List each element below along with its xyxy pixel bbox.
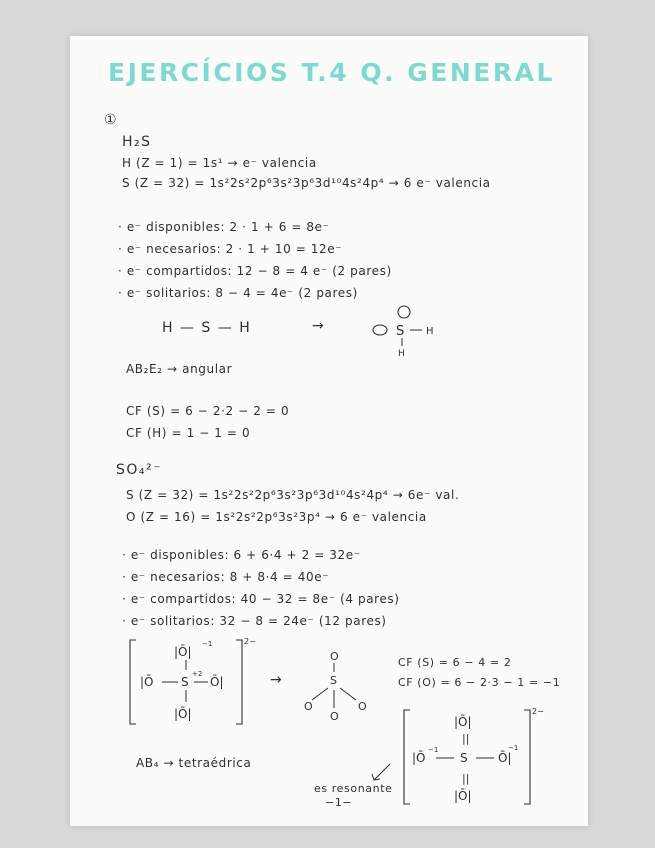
res-o-right-charge: −1 bbox=[508, 744, 519, 752]
h2s-angular-structure bbox=[366, 300, 456, 360]
h2s-right-s: S bbox=[396, 324, 405, 339]
res-charge: 2− bbox=[532, 707, 544, 716]
h2s-necesarios: · e⁻ necesarios: 2 · 1 + 10 = 12e⁻ bbox=[118, 242, 343, 256]
res-s: S bbox=[460, 751, 468, 765]
skeleton-o-top: O bbox=[330, 650, 339, 663]
resonance-note: es resonante bbox=[314, 782, 393, 795]
h2s-formula: H₂S bbox=[122, 134, 152, 150]
res-o-bottom: |Ō| bbox=[454, 789, 472, 803]
res-o-left-charge: −1 bbox=[428, 746, 439, 754]
so4-tetrahedral-skeleton bbox=[296, 648, 376, 724]
so4-solitarios: · e⁻ solitarios: 32 − 8 = 24e⁻ (12 pares) bbox=[122, 614, 387, 628]
so4-o-left: |Ō bbox=[140, 675, 154, 689]
res-o-left: |Ō bbox=[412, 751, 426, 765]
so4-o-top-charge: −1 bbox=[202, 640, 213, 648]
so4-arrow: → bbox=[270, 672, 284, 688]
so4-o-bottom: |Ō| bbox=[174, 707, 192, 721]
h2s-arrow: → bbox=[312, 318, 326, 334]
page-title: EJERCÍCIOS T.4 Q. GENERAL bbox=[108, 58, 555, 87]
so4-formula: SO₄²⁻ bbox=[116, 462, 163, 478]
h2s-h-config: H (Z = 1) = 1s¹ → e⁻ valencia bbox=[122, 156, 317, 170]
so4-o-top: |Ō| bbox=[174, 645, 192, 659]
lone-pair-left bbox=[373, 325, 387, 335]
exercise-number: ① bbox=[104, 112, 118, 128]
h2s-cf-s: CF (S) = 6 − 2·2 − 2 = 0 bbox=[126, 404, 290, 418]
h2s-cf-h: CF (H) = 1 − 1 = 0 bbox=[126, 426, 251, 440]
res-o-right: Ō| bbox=[498, 751, 512, 765]
h2s-solitarios: · e⁻ solitarios: 8 − 4 = 4e⁻ (2 pares) bbox=[118, 286, 358, 300]
skeleton-o-left: O bbox=[304, 700, 313, 713]
so4-cf-o: CF (O) = 6 − 2·3 − 1 = −1 bbox=[398, 676, 561, 689]
res-double-bottom: || bbox=[462, 772, 470, 785]
h2s-disponibles: · e⁻ disponibles: 2 · 1 + 6 = 8e⁻ bbox=[118, 220, 330, 234]
so4-cf-s: CF (S) = 6 − 4 = 2 bbox=[398, 656, 512, 669]
notebook-page bbox=[70, 36, 588, 826]
so4-charge: 2− bbox=[244, 637, 256, 646]
h2s-geometry: AB₂E₂ → angular bbox=[126, 362, 233, 376]
so4-o-config: O (Z = 16) = 1s²2s²2p⁶3s²3p⁴ → 6 e⁻ valencia bbox=[126, 510, 427, 524]
h2s-lewis-left: H — S — H bbox=[162, 320, 252, 336]
skeleton-o-bottom: O bbox=[330, 710, 339, 723]
so4-resonance-structure bbox=[400, 706, 550, 812]
so4-o-right: Ō| bbox=[210, 675, 224, 689]
h2s-s-config: S (Z = 32) = 1s²2s²2p⁶3s²3p⁶3d¹⁰4s²4p⁴ → 6 e⁻ valencia bbox=[122, 176, 491, 190]
h2s-right-h2: H bbox=[398, 349, 405, 359]
so4-disponibles: · e⁻ disponibles: 6 + 6·4 + 2 = 32e⁻ bbox=[122, 548, 361, 562]
so4-geometry: AB₄ → tetraédrica bbox=[136, 756, 252, 770]
lone-pair-top bbox=[398, 306, 410, 318]
so4-s: S bbox=[181, 675, 189, 689]
so4-necesarios: · e⁻ necesarios: 8 + 8·4 = 40e⁻ bbox=[122, 570, 330, 584]
h2s-right-h1: H bbox=[426, 326, 434, 337]
so4-lewis-structure bbox=[126, 634, 266, 730]
so4-compartidos: · e⁻ compartidos: 40 − 32 = 8e⁻ (4 pares) bbox=[122, 592, 400, 606]
skeleton-o-right: O bbox=[358, 700, 367, 713]
skeleton-s: S bbox=[330, 674, 337, 687]
res-double-top: || bbox=[462, 732, 470, 745]
so4-s-charge: +2 bbox=[192, 670, 203, 678]
so4-s-config: S (Z = 32) = 1s²2s²2p⁶3s²3p⁶3d¹⁰4s²4p⁴ → 6e⁻ val. bbox=[126, 488, 460, 502]
page-number: −1− bbox=[325, 796, 353, 809]
res-o-top: |Ō| bbox=[454, 715, 472, 729]
h2s-compartidos: · e⁻ compartidos: 12 − 8 = 4 e⁻ (2 pares) bbox=[118, 264, 392, 278]
